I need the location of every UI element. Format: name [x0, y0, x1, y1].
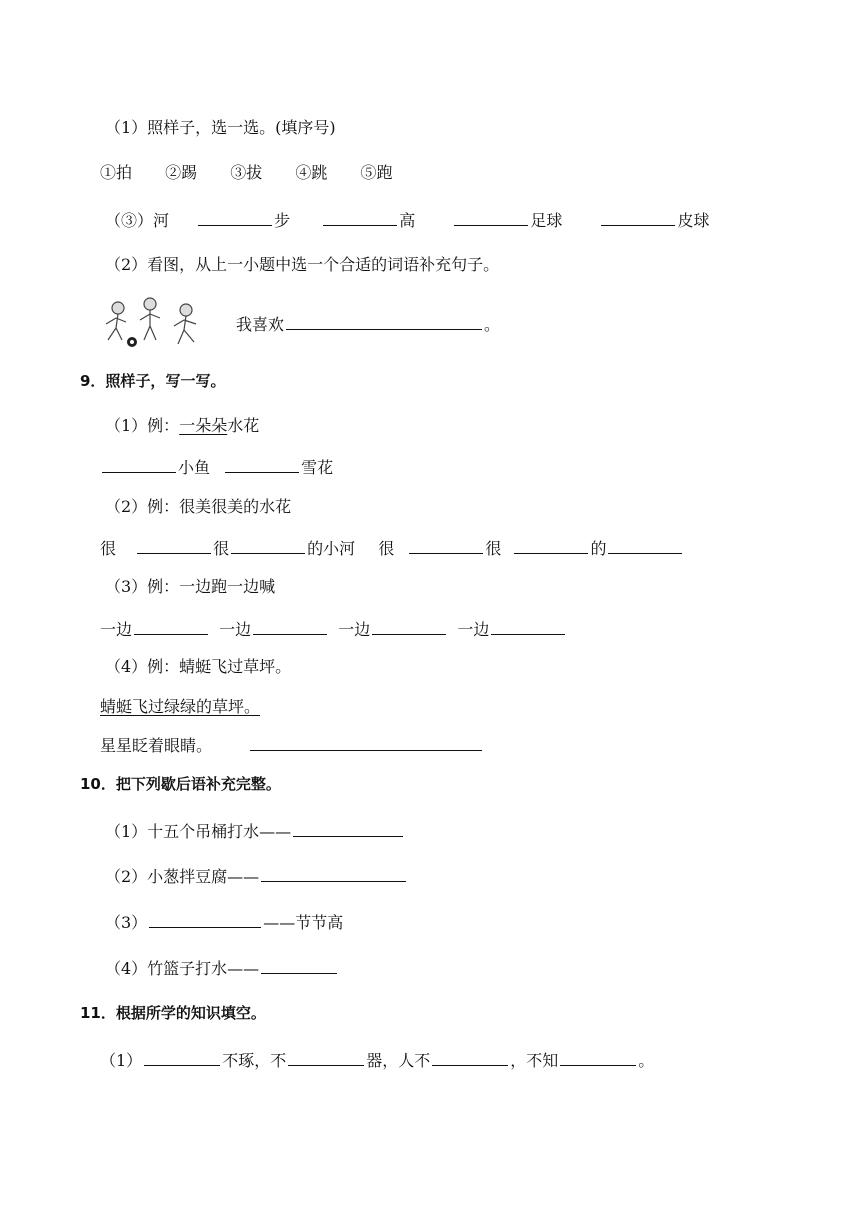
answer-blank[interactable]: [253, 618, 327, 635]
proverb-text: （4）竹篮子打水——: [105, 959, 260, 978]
children-playing-football-illustration: [100, 294, 210, 350]
q8-sentence: [236, 313, 500, 335]
word-yibian: 一边: [100, 620, 133, 639]
answer-blank[interactable]: [288, 1049, 364, 1066]
q8-part2-title: （2）看图，从上一小题中选一个合适的词语补充句子。: [105, 255, 500, 274]
word-de: 的: [590, 539, 607, 558]
q8-part1-title: （1）照样子，选一选。(填序号): [105, 118, 336, 137]
q9-part2-example: （2）例：很美很美的水花: [105, 497, 292, 516]
sentence-prefix: 我喜欢: [236, 315, 285, 334]
answer-blank[interactable]: [198, 209, 272, 226]
answer-blank[interactable]: [293, 820, 403, 837]
answer-blank[interactable]: [432, 1049, 508, 1066]
proverb-text: （1）十五个吊桶打水——: [105, 822, 292, 841]
proverb-prefix: （3）: [105, 913, 148, 932]
option-5: ⑤跑: [360, 163, 393, 182]
answer-blank[interactable]: [102, 456, 176, 473]
option-4: ④跳: [295, 163, 328, 182]
q9-part4-sample: [100, 697, 260, 717]
q11-title: 11．根据所学的知识填空。: [80, 1004, 266, 1022]
q9-title: 9．照样子，写一写。: [80, 372, 226, 390]
example-sentence: 蜻蜓飞过绿绿的草坪。: [100, 697, 261, 716]
word-yibian: 一边: [219, 620, 252, 639]
q9-part1-example: [105, 416, 259, 436]
q10-item-3: [105, 911, 343, 933]
word-yibian: 一边: [457, 620, 490, 639]
q8-word-row: [105, 209, 709, 231]
example-underlined: 一朵朵: [179, 416, 228, 435]
answer-blank[interactable]: [560, 1049, 636, 1066]
text-segment: 器，人不: [366, 1051, 431, 1070]
answer-blank[interactable]: [144, 1049, 220, 1066]
q9-part3-example: （3）例：一边跑一边喊: [105, 577, 276, 596]
text-segment: 。: [638, 1051, 655, 1070]
answer-blank[interactable]: [601, 209, 675, 226]
answer-blank[interactable]: [454, 209, 528, 226]
q11-item-1: [100, 1049, 654, 1071]
word-zuqiu: 足球: [530, 211, 563, 230]
option-3: ③拔: [230, 163, 263, 182]
word-gao: 高: [399, 211, 416, 230]
example-rest: 水花: [227, 416, 260, 435]
word-hen: 很: [100, 539, 117, 558]
answer-blank[interactable]: [323, 209, 397, 226]
word-xuehua: 雪花: [301, 458, 334, 477]
answer-blank[interactable]: [514, 537, 588, 554]
text-segment: 不琢，不: [222, 1051, 287, 1070]
word-hen: 很: [213, 539, 230, 558]
answer-blank[interactable]: [491, 618, 565, 635]
word-bu: 步: [274, 211, 291, 230]
answer-blank[interactable]: [261, 957, 337, 974]
q9-part4-example: （4）例：蜻蜓飞过草坪。: [105, 657, 292, 676]
option-2: ②踢: [165, 163, 198, 182]
answer-blank[interactable]: [608, 537, 682, 554]
word-piqiu: 皮球: [677, 211, 710, 230]
word-de-xiaohe: 的小河: [307, 539, 356, 558]
text-segment: ，不知: [510, 1051, 559, 1070]
answer-blank[interactable]: [225, 456, 299, 473]
q9-part3-row: [100, 618, 567, 640]
sentence-end: 。: [484, 315, 501, 334]
word-xiaoyu: 小鱼: [178, 458, 211, 477]
q10-item-1: [105, 820, 405, 842]
answer-blank[interactable]: [372, 618, 446, 635]
q9-part4-task: [100, 734, 484, 756]
proverb-text: ——节节高: [263, 913, 344, 932]
word-yibian: 一边: [338, 620, 371, 639]
q8-options: [100, 163, 392, 183]
answer-blank[interactable]: [250, 734, 482, 751]
answer-blank[interactable]: [137, 537, 211, 554]
answer-blank[interactable]: [286, 313, 482, 330]
answer-blank[interactable]: [261, 865, 406, 882]
answer-blank[interactable]: [149, 911, 261, 928]
answer-blank[interactable]: [134, 618, 208, 635]
option-1: ①拍: [100, 163, 133, 182]
q9-part2-row: [100, 537, 684, 559]
word-hen: 很: [378, 539, 395, 558]
prompt-sentence: 星星眨着眼睛。: [100, 736, 213, 755]
q10-title: 10．把下列歇后语补充完整。: [80, 775, 281, 793]
q10-item-2: [105, 865, 408, 887]
word-hen: 很: [485, 539, 502, 558]
q10-item-4: [105, 957, 339, 979]
item-prefix: （1）: [100, 1051, 143, 1070]
example-word: （③）河: [105, 211, 170, 230]
answer-blank[interactable]: [409, 537, 483, 554]
proverb-text: （2）小葱拌豆腐——: [105, 867, 260, 886]
answer-blank[interactable]: [231, 537, 305, 554]
q9-part1-row: [100, 456, 333, 478]
example-label: （1）例：: [105, 416, 180, 435]
